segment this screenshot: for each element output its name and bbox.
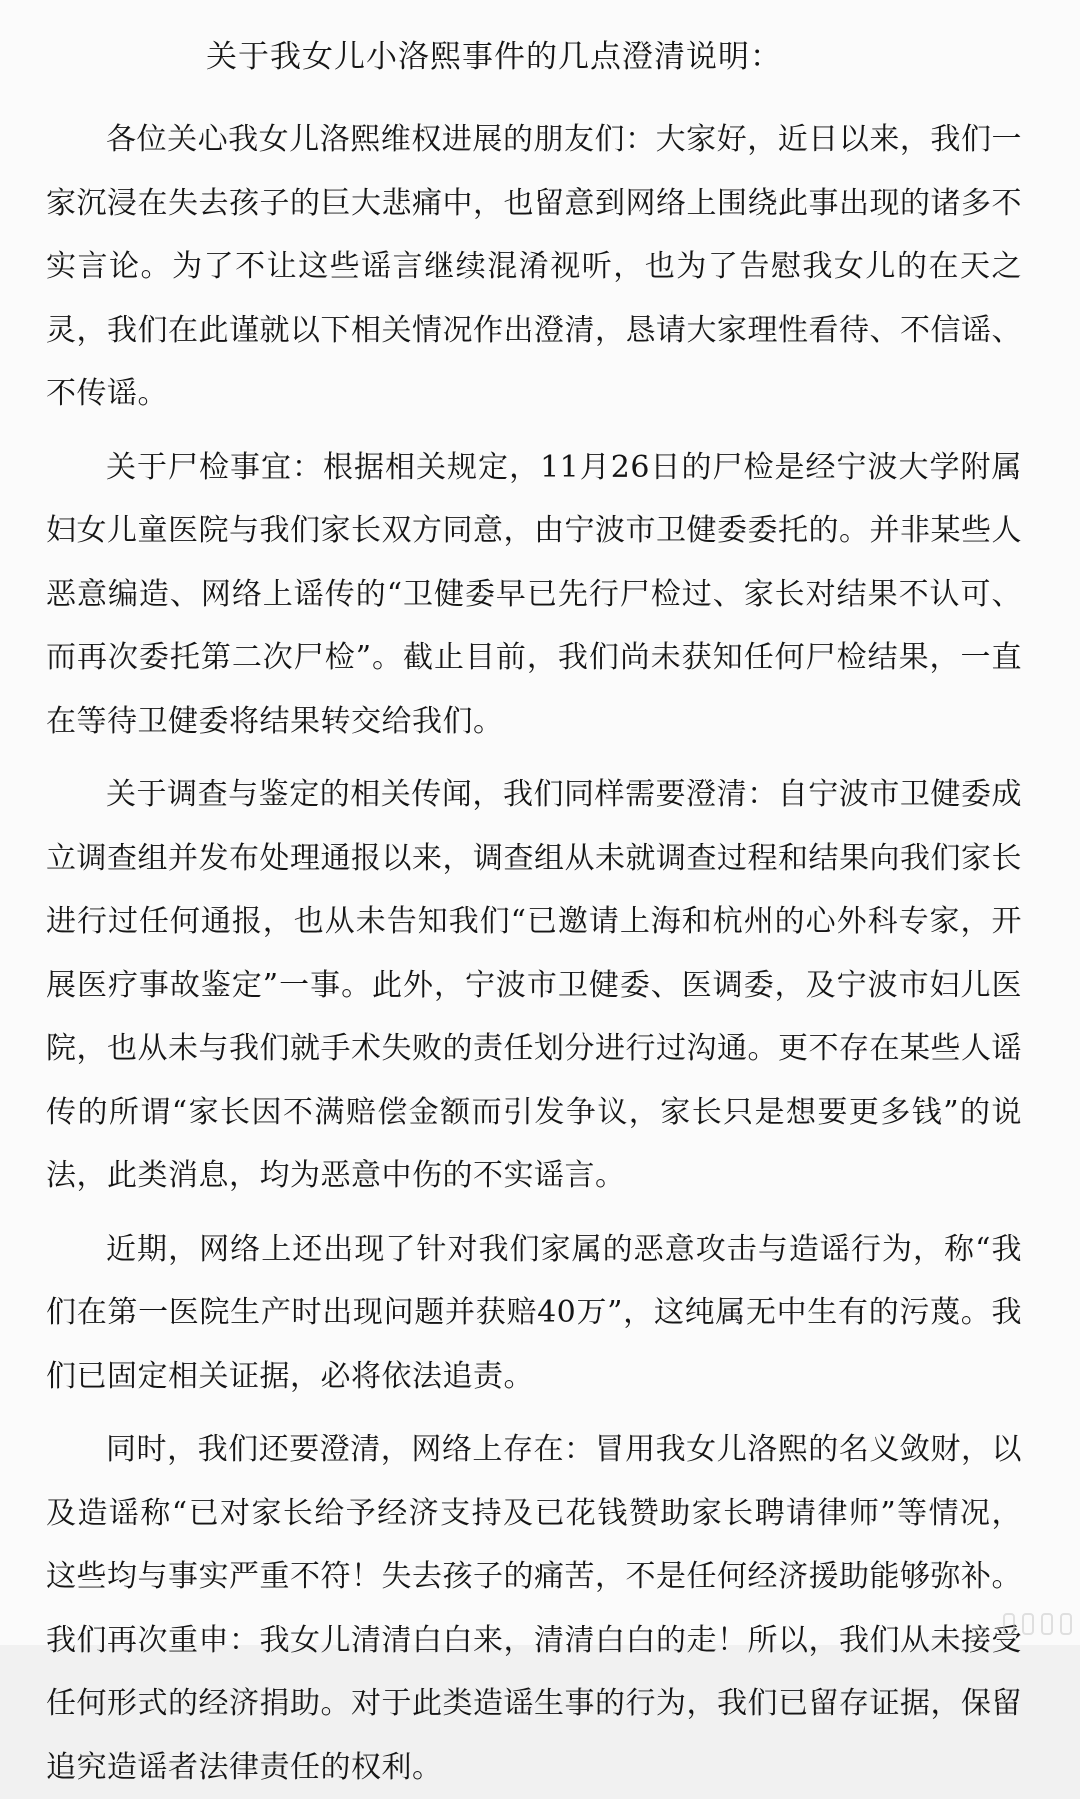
paragraph-recent-attacks: 近期，网络上还出现了针对我们家属的恶意攻击与造谣行为，称“我们在第一医院生产时出现问题并获赔40万”，这纯属无中生有的污蔑。我们已固定相关证据，必将依法追责。 [46,1231,1022,1394]
paragraph-autopsy: 关于尸检事宜：根据相关规定，11月26日的尸检是经宁波大学附属妇女儿童医院与我们家长双方同意，由宁波市卫健委委托的。并非某些人恶意编造、网络上谣传的“卫健委早已先行尸检过、家长对结果不认可、而再次委托第二次尸检”。截止目前，我们尚未获知任何尸检结果，一直在等待卫健委将结果转交给我们。 [46,449,1022,739]
platform-watermark-icon [1003,1613,1072,1635]
paragraph-opening: 各位关心我女儿洛熙维权进展的朋友们：大家好，近日以来，我们一家沉浸在失去孩子的巨大悲痛中，也留意到网络上围绕此事出现的诸多不实言论。为了不让这些谣言继续混淆视听，也为了告慰我女儿的在天之灵，我们在此谨就以下相关情况作出澄清，恳请大家理性看待、不信谣、不传谣。 [46,122,1022,411]
document-title: 关于我女儿小洛熙事件的几点澄清说明： [206,39,782,75]
paragraph-investigation: 关于调查与鉴定的相关传闻，我们同样需要澄清：自宁波市卫健委成立调查组并发布处理通报以来，调查组从未就调查过程和结果向我们家长进行过任何通报，也从未告知我们“已邀请上海和杭州的心外科专家，开展医疗事故鉴定”一事。此外，宁波市卫健委、医调委，及宁波市妇儿医院，也从未与我们就手术失败的责任划分进行过沟通。更不存在某些人谣传的所谓“家长因不满赔偿金额而引发争议，家长只是想要更多钱”的说法，此类消息，均为恶意中伤的不实谣言。 [46,777,1022,1193]
paragraph-fraud-clarification: 同时，我们还要澄清，网络上存在：冒用我女儿洛熙的名义敛财，以及造谣称“已对家长给予经济支持及已花钱赞助家长聘请律师”等情况，这些均与事实严重不符！失去孩子的痛苦，不是任何经济援助能够弥补。我们再次重申：我女儿清清白白来，清清白白的走！所以，我们从未接受任何形式的经济捐助。对于此类造谣生事的行为，我们已留存证据，保留追究造谣者法律责任的权利。 [46,1432,1022,1785]
